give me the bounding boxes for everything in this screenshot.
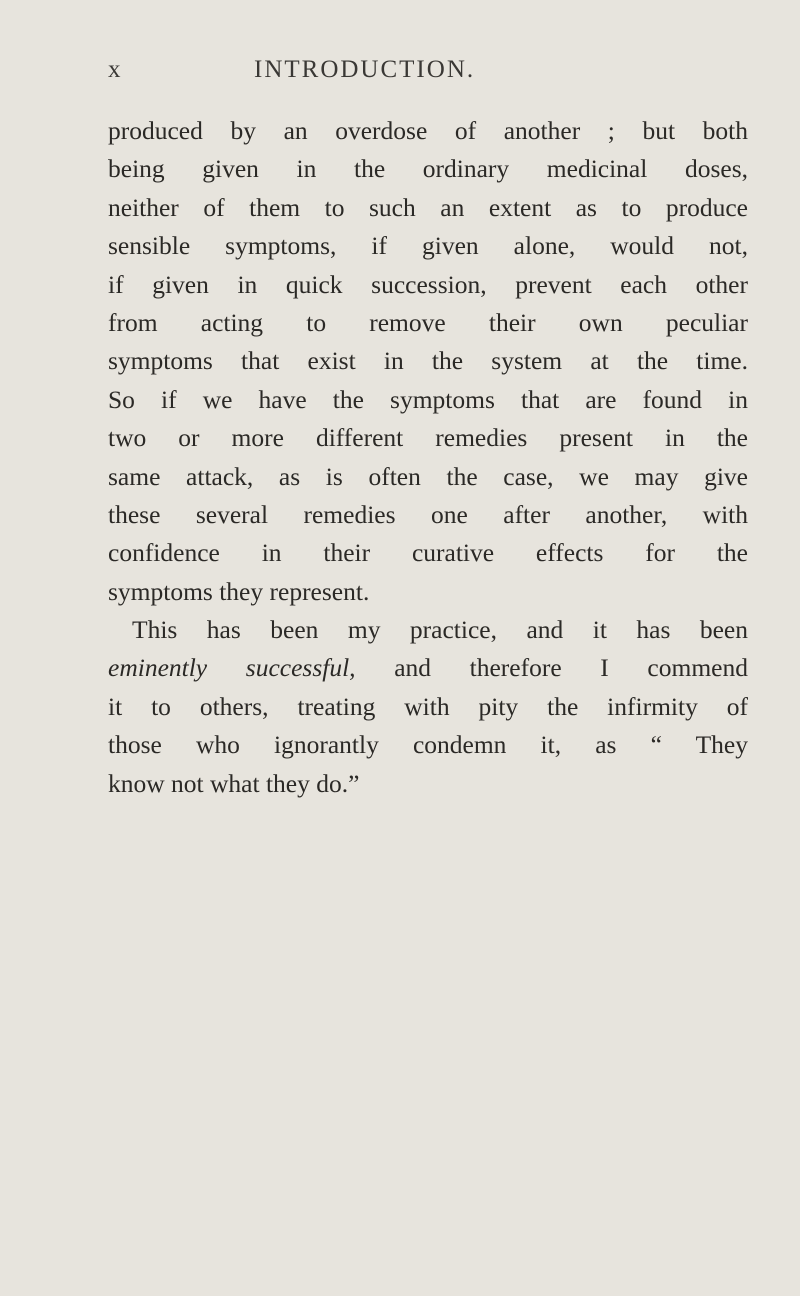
emphasis-phrase: eminently successful, — [108, 653, 356, 683]
text-line: if given in quick succession, prevent each other — [108, 269, 748, 299]
text-line: these several remedies one after another, with — [108, 499, 748, 529]
text-line: This has been my practice, and it has been — [132, 615, 748, 645]
paragraph-1 — [108, 112, 748, 611]
text-line: symptoms that exist in the system at the time. — [108, 346, 748, 376]
text-line: those who ignorantly condemn it, as “ They — [108, 730, 748, 760]
running-head — [108, 56, 720, 90]
running-title: INTRODUCTION. — [254, 56, 476, 83]
text-line: know not what they do.” — [108, 768, 360, 798]
text-line-with-emphasis — [108, 649, 748, 687]
text-line-remainder: and therefore I commend — [394, 653, 748, 683]
text-line: being given in the ordinary medicinal doses, — [108, 154, 748, 184]
text-line: two or more different remedies present in the — [108, 423, 748, 453]
text-line: from acting to remove their own peculiar — [108, 307, 748, 337]
text-line: produced by an overdose of another ; but both — [108, 116, 748, 145]
text-line: confidence in their curative effects for the — [108, 538, 748, 568]
text-line: neither of them to such an extent as to produce — [108, 192, 748, 222]
page-number: x — [108, 56, 123, 83]
text-line: So if we have the symptoms that are found in — [108, 384, 748, 414]
text-line: symptoms they represent. — [108, 576, 370, 606]
text-line: same attack, as is often the case, we may give — [108, 461, 748, 491]
text-line: it to others, treating with pity the infirmity of — [108, 691, 748, 721]
paragraph-2 — [108, 611, 748, 803]
body-text — [108, 112, 748, 803]
text-line: sensible symptoms, if given alone, would not, — [108, 231, 748, 261]
